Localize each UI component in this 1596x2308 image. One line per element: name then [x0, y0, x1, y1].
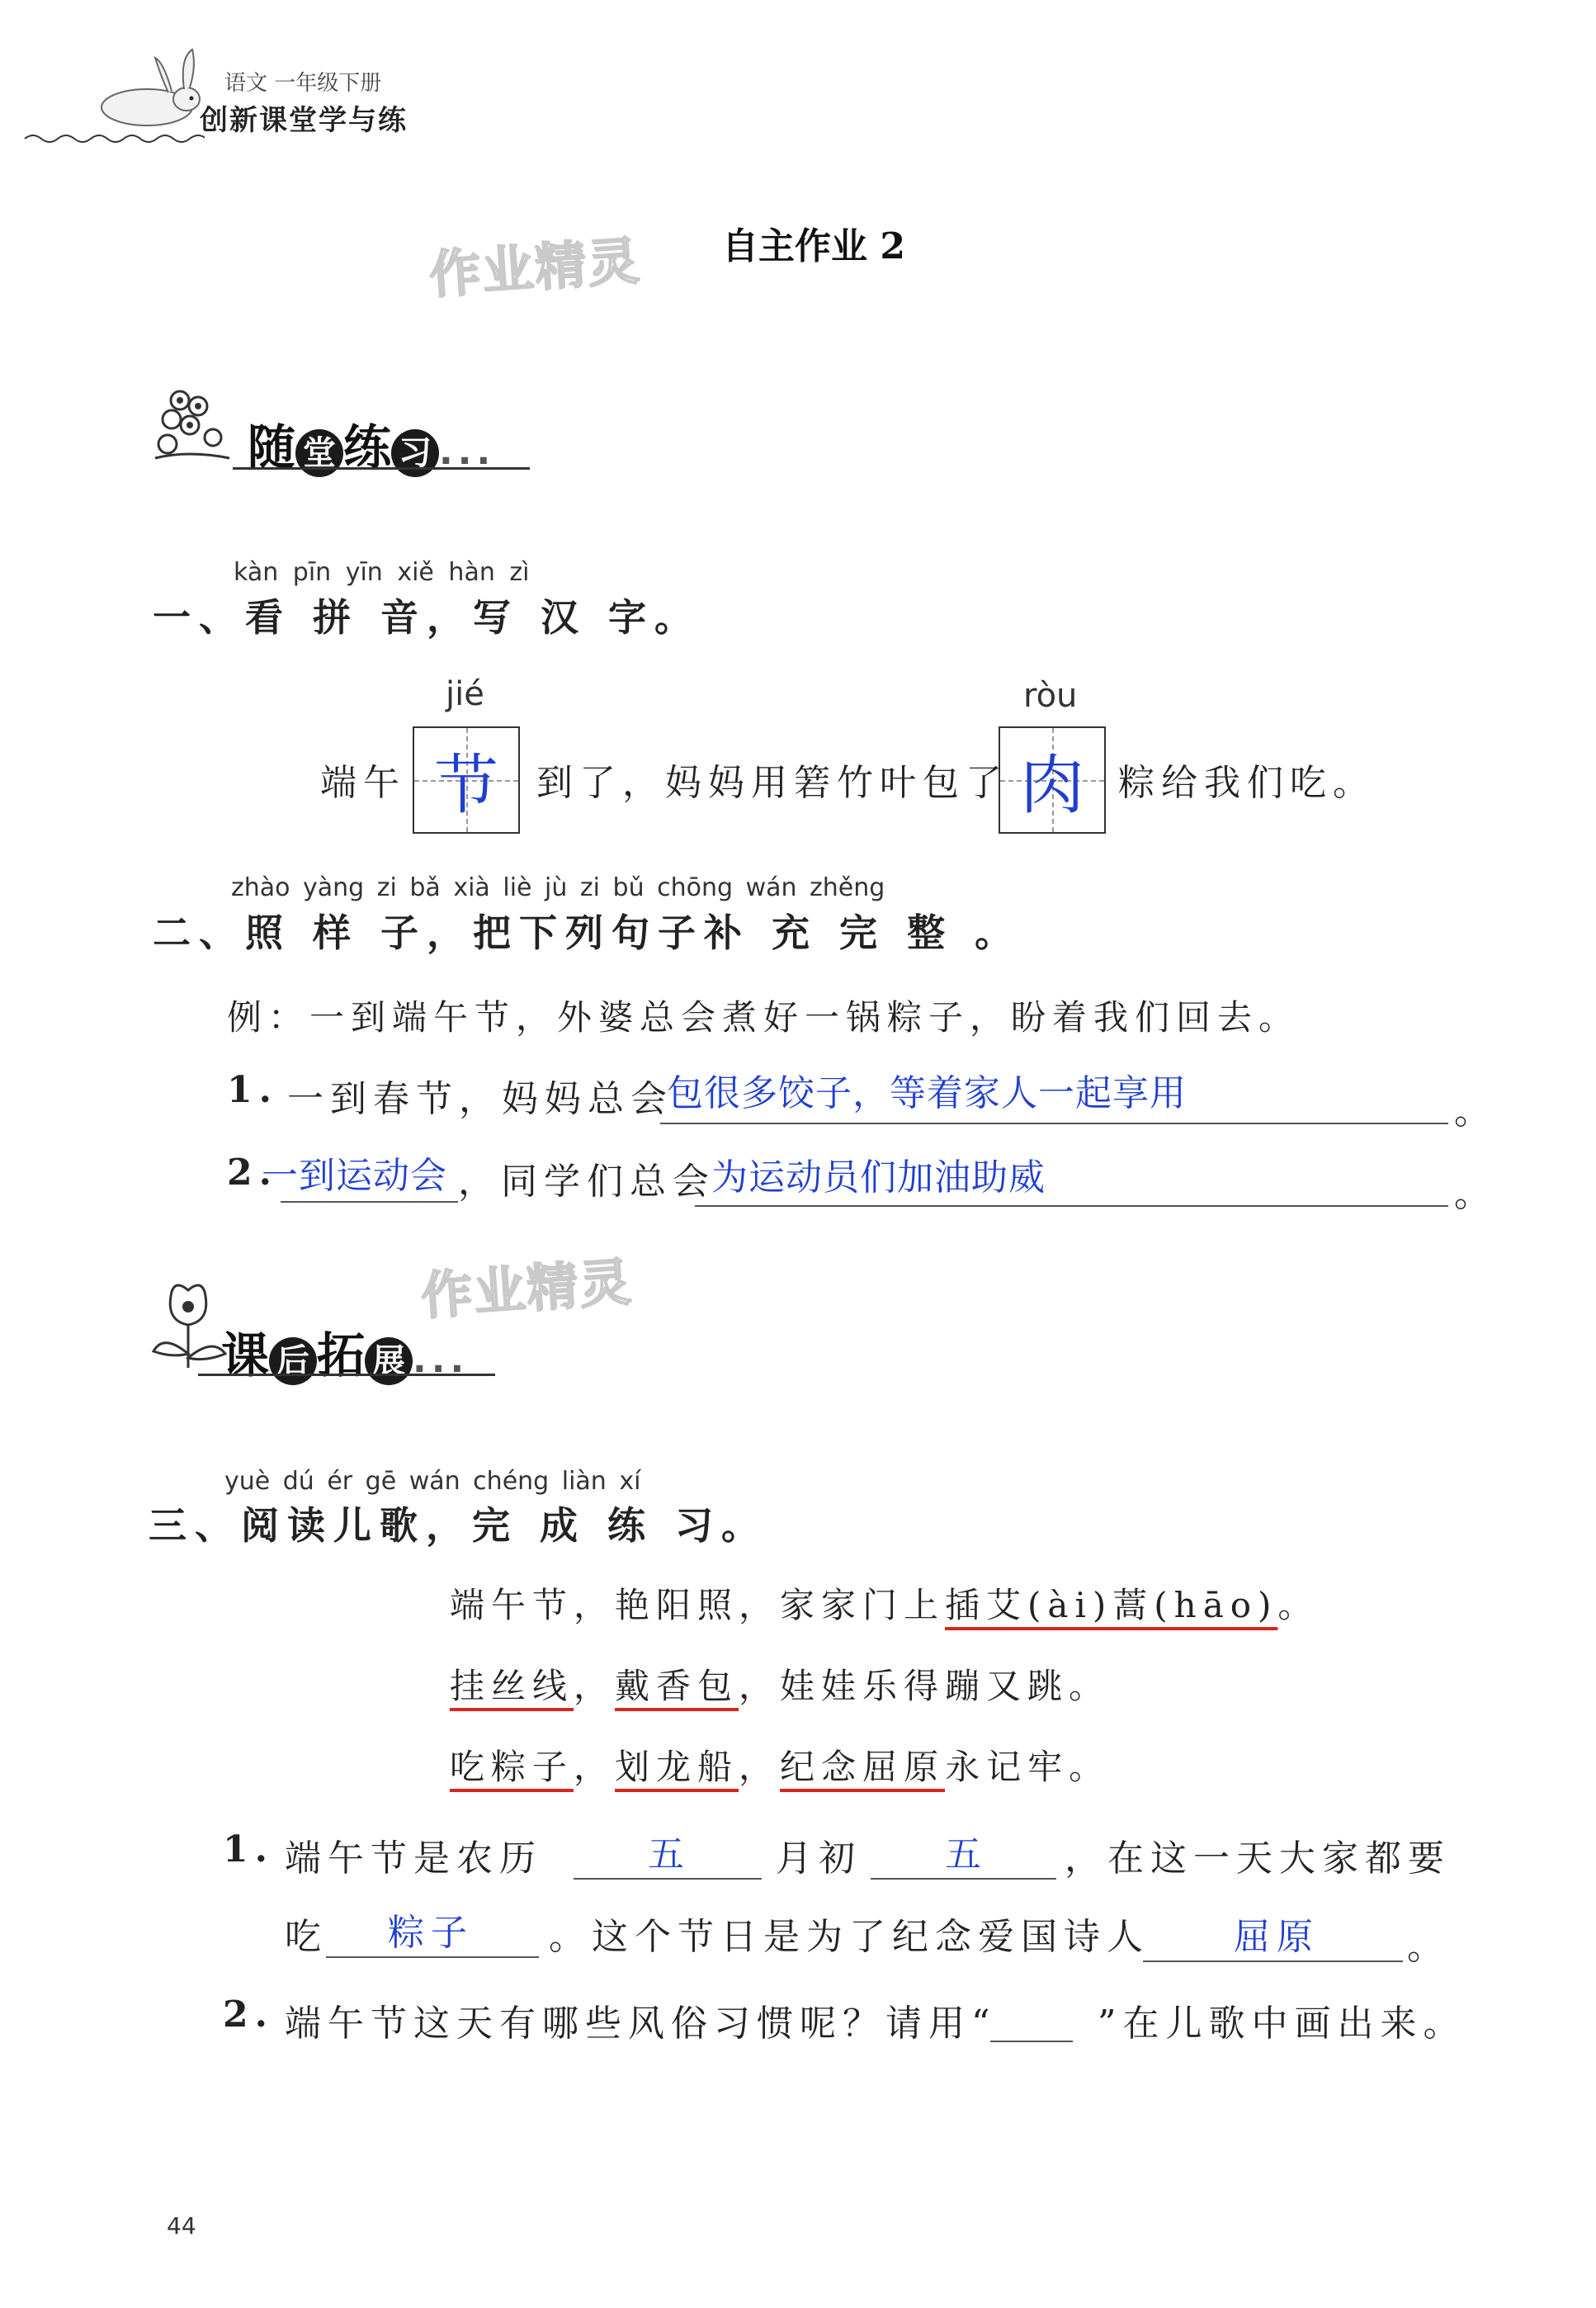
q2-item1-end: 。 [1454, 1090, 1497, 1133]
q2-item1-num: 1. [227, 1069, 278, 1111]
q3-title: 三、阅读儿歌，完 成 练 习。 [149, 1503, 768, 1548]
rabbit-logo-icon [23, 33, 205, 157]
q3-blank-day[interactable] [871, 1878, 1056, 1880]
pinyin-rou: ròu [1023, 677, 1078, 715]
q1-text-c: 粽给我们吃。 [1118, 762, 1376, 804]
answer-box-rou[interactable]: 肉 [999, 726, 1106, 834]
divider [233, 467, 530, 470]
q3-s1-e: 。这个节日是为了纪念爱国诗人 [549, 1916, 1150, 1958]
q1-text-b: 到了，妈妈用箬竹叶包了 [536, 762, 1008, 804]
q2-item1-blank[interactable] [660, 1123, 1448, 1124]
q3-blank-month[interactable] [574, 1878, 762, 1880]
pinyin-jie: jié [446, 675, 484, 713]
header-subject: 语文 一年级下册 [224, 71, 382, 96]
q3-blank-food[interactable] [326, 1956, 539, 1958]
q3-s1-d: 吃 [285, 1916, 328, 1958]
watermark: 作业精灵 [419, 1251, 635, 1327]
q3-s1-b: 月初 [776, 1837, 862, 1880]
q3-pinyin: yuè dú ér gē wán chéng liàn xí [224, 1467, 641, 1496]
header-series: 创新课堂学与练 [200, 104, 408, 137]
q3-s1-c: ，在这一天大家都要 [1065, 1837, 1451, 1880]
q1-title: 一、看 拼 音，写 汉 字。 [153, 595, 701, 640]
poem-line-3: 吃粽子，划龙船，纪念屈原永记牢。 [450, 1747, 1111, 1787]
q2-title: 二、照 样 子，把下列句子补 充 完 整 。 [153, 910, 1022, 955]
q3-s1-a: 端午节是农历 [285, 1837, 542, 1880]
q2-pinyin: zhào yàng zi bǎ xià liè jù zi bǔ chōng wán zhěng [231, 873, 885, 902]
q2-item2-blank-a[interactable] [281, 1201, 458, 1203]
page-number: 44 [167, 2212, 196, 2239]
poem-line-1: 端午节，艳阳照，家家门上插艾(ài)蒿(hāo)。 [450, 1585, 1320, 1625]
q3-s2-a: 端午节这天有哪些风俗习惯呢？请用“ [285, 2003, 997, 2045]
q3-answer-month: 五 [648, 1833, 691, 1875]
q1-pinyin: kàn pīn yīn xiě hàn zì [234, 558, 530, 587]
q3-s1-num: 1. [223, 1828, 274, 1871]
q2-item2-num: 2. [227, 1152, 278, 1194]
q3-s2-num: 2. [223, 1993, 274, 2036]
q3-blank-poet[interactable] [1143, 1960, 1403, 1962]
q2-item1-text: 一到春节，妈妈总会 [287, 1078, 673, 1120]
q2-item2-blank-b[interactable] [695, 1205, 1448, 1207]
q3-answer-poet: 屈原 [1234, 1916, 1320, 1958]
q3-s2-b: ”在儿歌中画出来。 [1098, 2003, 1466, 2045]
page-title: 自主作业 2 [722, 225, 905, 267]
flower-icon [147, 380, 238, 471]
section-heading-practice: 随 堂 练 习 ... [248, 419, 496, 475]
poem-line-2: 挂丝线，戴香包，娃娃乐得蹦又跳。 [450, 1666, 1111, 1706]
q1-text-a: 端午 [320, 762, 406, 804]
divider [198, 1374, 495, 1376]
answer-box-jie[interactable]: 节 [413, 726, 520, 834]
q2-example: 例：一到端午节，外婆总会煮好一锅粽子，盼着我们回去。 [227, 997, 1301, 1038]
q3-s2-sample-line [990, 2041, 1073, 2042]
q2-item2-end: 。 [1454, 1173, 1497, 1215]
watermark: 作业精灵 [427, 230, 643, 305]
tulip-icon [147, 1275, 229, 1374]
q3-s1-f: 。 [1407, 1926, 1450, 1968]
q2-item2-answer-a: 一到运动会 [262, 1155, 447, 1197]
q3-answer-day: 五 [945, 1833, 988, 1875]
q2-item1-answer: 包很多饺子，等着家人一起享用 [667, 1072, 1187, 1114]
q2-item2-text: ，同学们总会 [458, 1161, 715, 1203]
q2-item2-answer-b: 为运动员们加油助威 [711, 1156, 1046, 1199]
section-heading-extension: 课 后 拓 展 ... [221, 1327, 470, 1383]
q3-answer-food: 粽子 [388, 1912, 474, 1954]
